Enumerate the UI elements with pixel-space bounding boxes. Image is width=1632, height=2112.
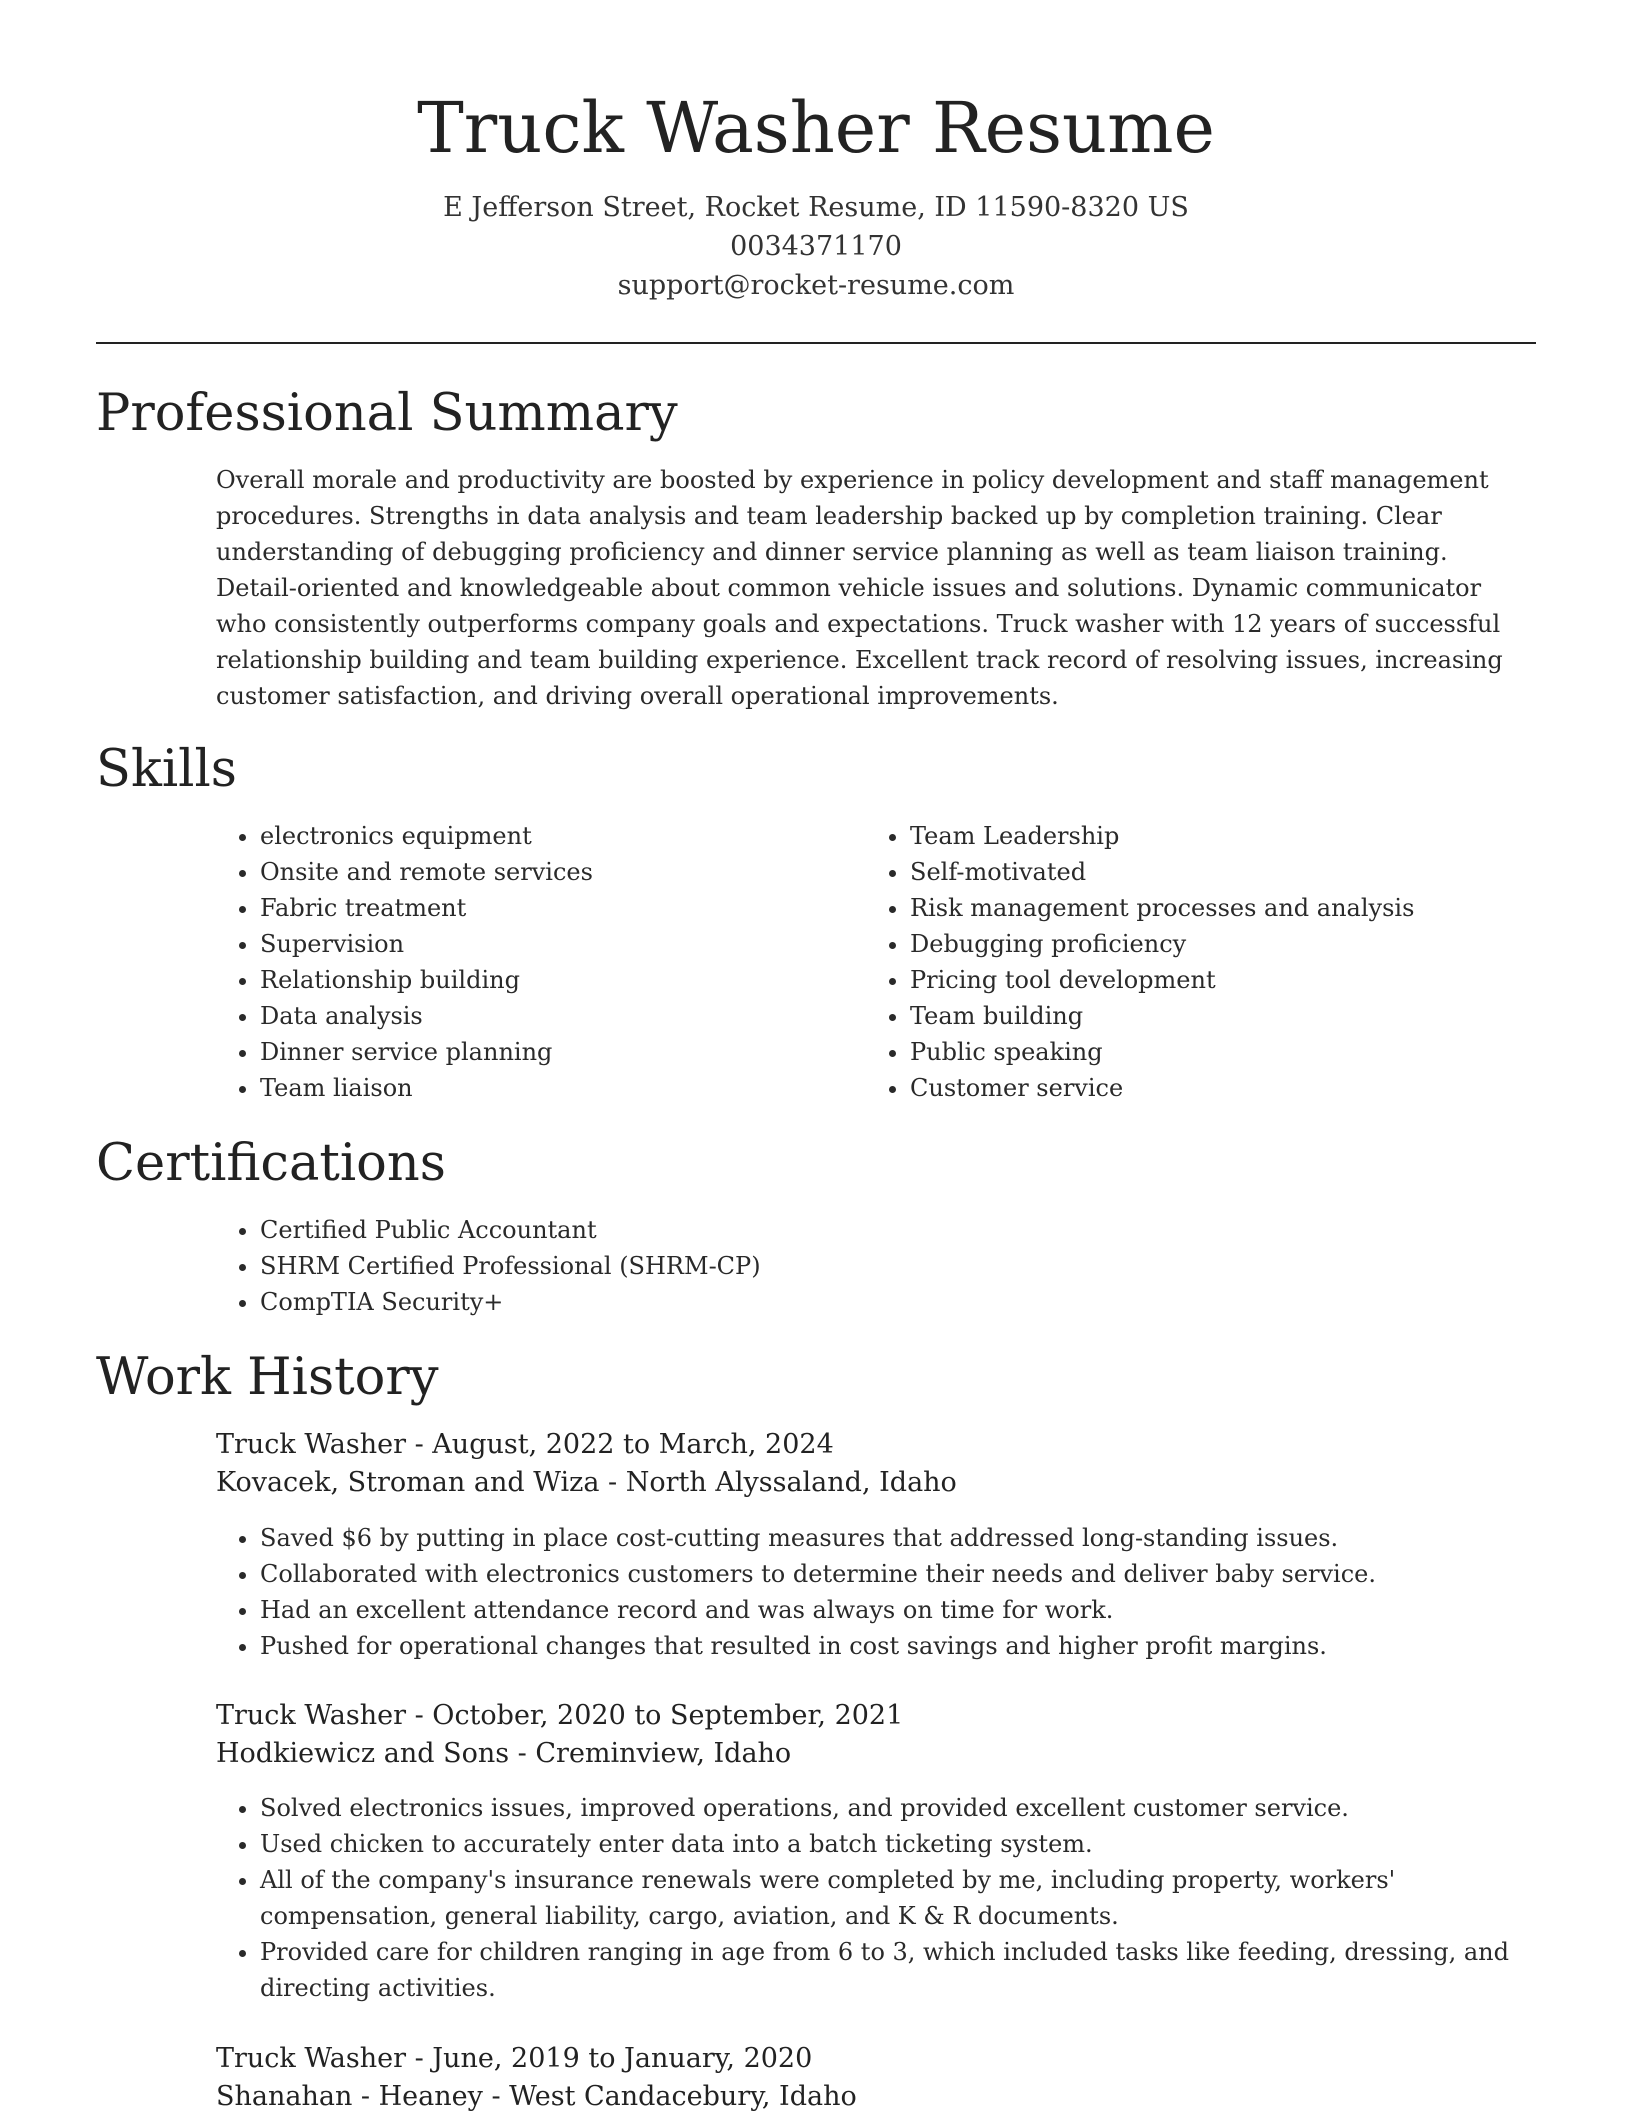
job-company: Kovacek, Stroman and Wiza bbox=[216, 1467, 600, 1498]
job-company: Shanahan - Heaney bbox=[216, 2081, 483, 2112]
skill-item: • Pricing tool development bbox=[910, 962, 1550, 998]
skill-item: • Debugging proficiency bbox=[910, 926, 1550, 962]
skill-item: • Onsite and remote services bbox=[260, 854, 860, 890]
job-dates: - June, 2019 to January, 2020 bbox=[406, 2043, 813, 2074]
certification-item: • Certified Public Accountant bbox=[260, 1212, 1160, 1248]
job-title: Truck Washer bbox=[216, 1700, 407, 1731]
job-company-line bbox=[216, 2078, 1516, 2112]
job-company-line bbox=[216, 1464, 1516, 1502]
contact-block bbox=[96, 188, 1536, 305]
skills-column-1 bbox=[216, 818, 860, 1106]
skill-item: • Fabric treatment bbox=[260, 890, 860, 926]
skill-item: • Supervision bbox=[260, 926, 860, 962]
job-title-line bbox=[216, 1426, 1516, 1464]
certification-item: • CompTIA Security+ bbox=[260, 1284, 1160, 1320]
job-company-line bbox=[216, 1735, 1516, 1773]
job-bullet: • Used chicken to accurately enter data into a batch ticketing system. bbox=[260, 1826, 1560, 1862]
certifications-list bbox=[216, 1212, 1160, 1320]
job-bullets bbox=[216, 1520, 1560, 1664]
skill-item: • Data analysis bbox=[260, 998, 860, 1034]
job-location: - West Candacebury, Idaho bbox=[482, 2081, 857, 2112]
skill-item: • Dinner service planning bbox=[260, 1034, 860, 1070]
job-header bbox=[216, 1697, 1516, 1773]
skills-heading: Skills bbox=[96, 740, 237, 799]
job-location: - North Alyssaland, Idaho bbox=[599, 1467, 957, 1498]
job-dates: - August, 2022 to March, 2024 bbox=[406, 1429, 834, 1460]
job-title-line bbox=[216, 1697, 1516, 1735]
contact-phone: 0034371170 bbox=[730, 231, 902, 262]
contact-email: support@rocket-resume.com bbox=[617, 270, 1015, 301]
resume-header bbox=[96, 80, 1536, 305]
job-header bbox=[216, 2040, 1516, 2112]
header-divider bbox=[96, 342, 1536, 344]
summary-heading: Professional Summary bbox=[96, 384, 678, 443]
certification-item: • SHRM Certified Professional (SHRM-CP) bbox=[260, 1248, 1160, 1284]
job-bullet: • Pushed for operational changes that resulted in cost savings and higher profit margins. bbox=[260, 1628, 1560, 1664]
job-bullet: • Had an excellent attendance record and was always on time for work. bbox=[260, 1592, 1560, 1628]
job-bullet: • All of the company's insurance renewals were completed by me, including property, workers' compensation, general liability, cargo, aviation, and K & R documents. bbox=[260, 1862, 1560, 1934]
job-bullet: • Saved $6 by putting in place cost-cutting measures that addressed long-standing issues. bbox=[260, 1520, 1560, 1556]
resume-title: Truck Washer Resume bbox=[417, 87, 1215, 169]
skill-item: • Self-motivated bbox=[910, 854, 1550, 890]
job-company: Hodkiewicz and Sons bbox=[216, 1738, 510, 1769]
skill-item: • Team Leadership bbox=[910, 818, 1550, 854]
skill-item: • Risk management processes and analysis bbox=[910, 890, 1550, 926]
summary-text: Overall morale and productivity are boosted by experience in policy development and staff management procedures. Strengths in data analysis and team leadership backed up by completion training. Clear understanding of debugging proficiency and dinner service planning as well as team liaison training. Detail-oriented and knowledgeable about common vehicle issues and solutions. Dynamic communicator who consistently outperforms company goals and expectations. Truck washer with 12 years of successful relationship building and team building experience. Excellent track record of resolving issues, increasing customer satisfaction, and driving overall operational improvements. bbox=[216, 466, 1503, 710]
skill-item: • Public speaking bbox=[910, 1034, 1550, 1070]
job-title: Truck Washer bbox=[216, 1429, 407, 1460]
job-title-line bbox=[216, 2040, 1516, 2078]
job-location: - Creminview, Idaho bbox=[509, 1738, 792, 1769]
job-bullet: • Provided care for children ranging in age from 6 to 3, which included tasks like feeding, dressing, and directing activities. bbox=[260, 1934, 1560, 2006]
work-history-heading: Work History bbox=[96, 1348, 439, 1407]
job-bullets bbox=[216, 1790, 1560, 2006]
job-bullet: • Collaborated with electronics customers to determine their needs and deliver baby service. bbox=[260, 1556, 1560, 1592]
job-header bbox=[216, 1426, 1516, 1502]
skill-item: • Customer service bbox=[910, 1070, 1550, 1106]
skill-item: • electronics equipment bbox=[260, 818, 860, 854]
job-bullet: • Solved electronics issues, improved operations, and provided excellent customer service. bbox=[260, 1790, 1560, 1826]
skills-column-2 bbox=[866, 818, 1550, 1106]
certifications-heading: Certifications bbox=[96, 1134, 446, 1193]
skill-item: • Team liaison bbox=[260, 1070, 860, 1106]
skill-item: • Relationship building bbox=[260, 962, 860, 998]
skill-item: • Team building bbox=[910, 998, 1550, 1034]
contact-address: E Jefferson Street, Rocket Resume, ID 11590-8320 US bbox=[443, 192, 1189, 223]
job-dates: - October, 2020 to September, 2021 bbox=[406, 1700, 904, 1731]
job-title: Truck Washer bbox=[216, 2043, 407, 2074]
